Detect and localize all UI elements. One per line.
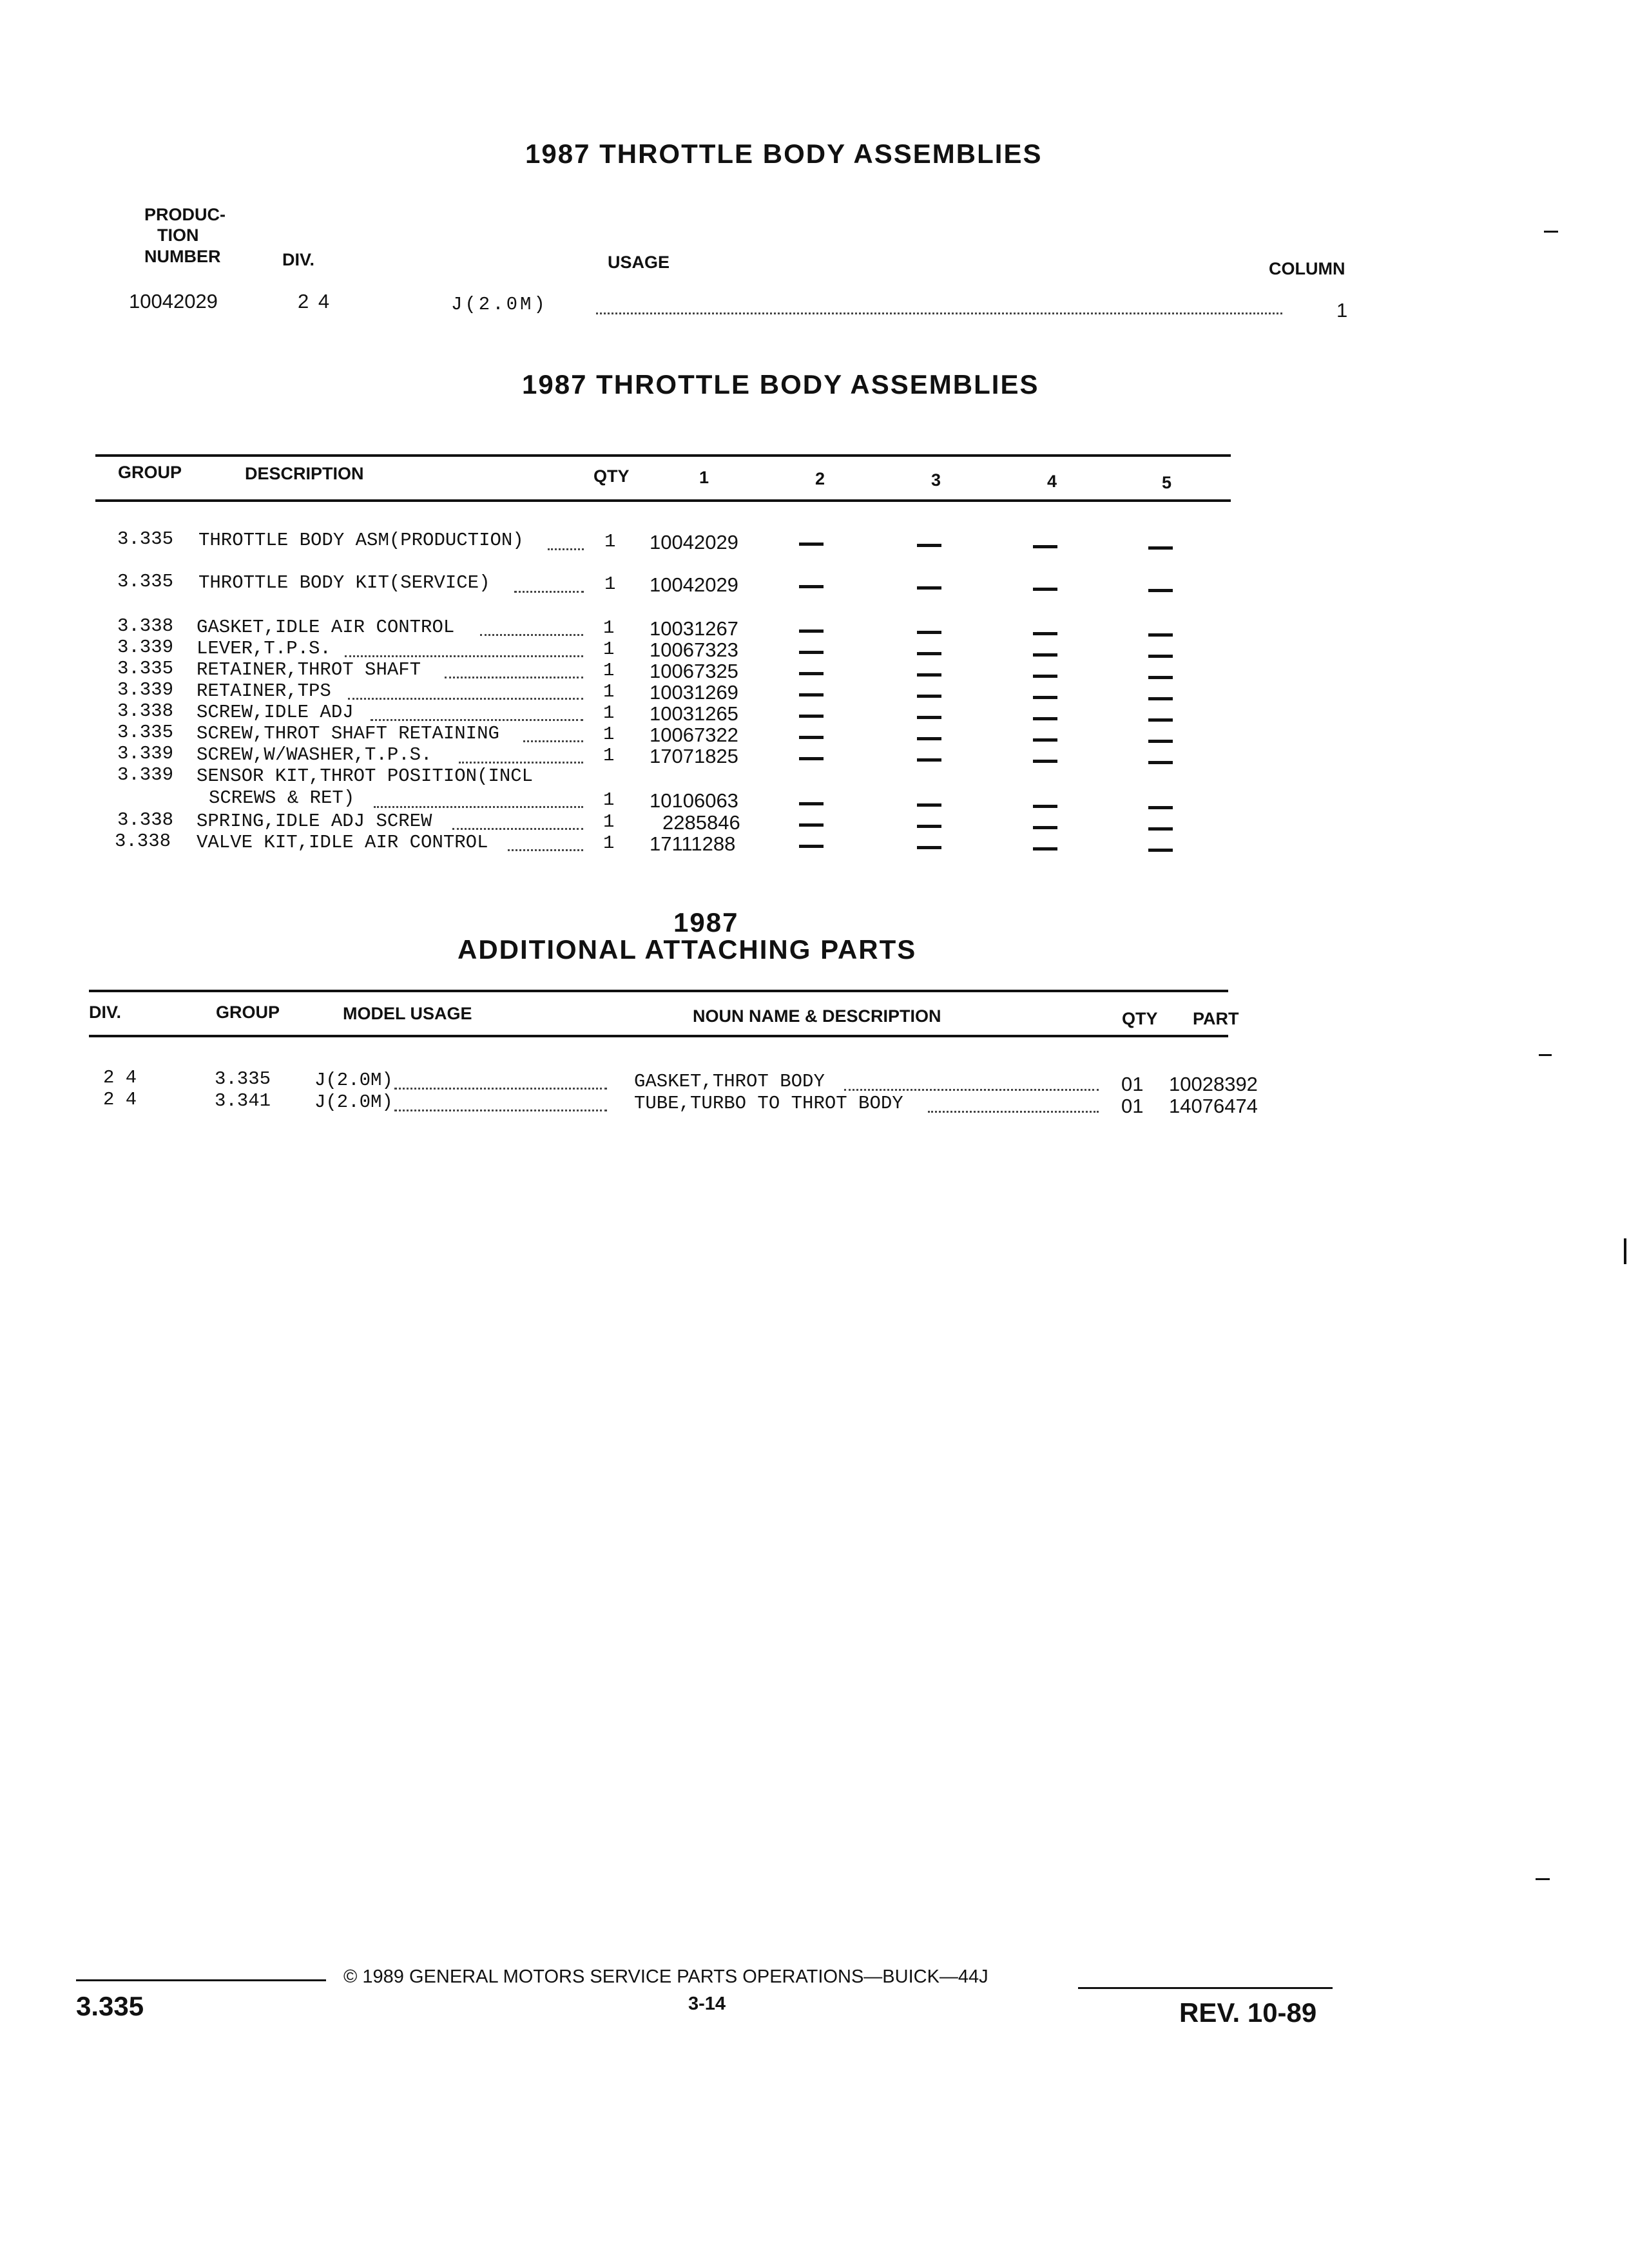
footer-page-number: 3-14 [688,1994,726,2014]
row-group: 3.338 [117,615,174,637]
production-usage: J(2.0M) [451,294,548,315]
row-qty: 1 [604,531,616,552]
table-top-rule [95,454,1231,457]
row-part-number: 10031265 [650,702,738,725]
row-description: SCREW,IDLE ADJ [197,702,354,723]
row-description: RETAINER,THROT SHAFT [197,659,421,680]
empty-column-dash [799,672,824,675]
parts-group-header: GROUP [216,1003,280,1022]
empty-column-dash [1033,545,1057,548]
row-description-continued: SCREWS & RET) [209,787,355,809]
row-group: 3.335 [117,722,174,743]
empty-column-dash [799,757,824,760]
col-description-header: DESCRIPTION [245,464,364,483]
empty-column-dash [917,825,941,828]
empty-column-dash [1148,740,1173,743]
row-leader-dots [345,655,583,657]
row-leader-dots [371,719,583,721]
parts-row-noun: GASKET,THROT BODY [634,1071,825,1092]
row-group: 3.335 [117,571,174,592]
footer-group-number: 3.335 [76,1991,144,2021]
empty-column-dash [917,631,941,634]
empty-column-dash [1033,738,1057,742]
row-leader-dots [348,698,583,700]
section3-title: ADDITIONAL ATTACHING PARTS [458,934,917,965]
parts-row-qty: 01 [1121,1073,1144,1095]
row-leader-dots [452,828,583,830]
parts-top-rule [89,990,1228,992]
footer-copyright: © 1989 GENERAL MOTORS SERVICE PARTS OPERATIONS—BUICK—44J [343,1966,988,1987]
empty-column-dash [917,544,941,547]
row-qty: 1 [603,639,615,660]
empty-column-dash [917,695,941,698]
row-qty: 1 [603,745,615,766]
section2-title: 1987 THROTTLE BODY ASSEMBLIES [522,369,1039,399]
row-qty: 1 [603,789,615,811]
empty-column-dash [1148,633,1173,637]
row-qty: 1 [604,573,616,595]
footer-right-rule [1078,1987,1333,1989]
parts-row-noun: TUBE,TURBO TO THROT BODY [634,1093,903,1114]
empty-column-dash [917,846,941,849]
empty-column-dash [799,651,824,654]
row-qty: 1 [603,832,615,854]
row-part-number: 10031269 [650,681,738,704]
parts-row-part: 14076474 [1169,1095,1258,1117]
row-group: 3.335 [117,528,174,550]
parts-header-rule [89,1035,1228,1037]
parts-row-qty: 01 [1121,1095,1144,1117]
col-4-header: 4 [1047,472,1057,491]
empty-column-dash [1033,653,1057,657]
row-qty: 1 [603,660,615,681]
header-usage: USAGE [608,253,670,272]
row-part-number: 10067323 [650,639,738,661]
header-div: DIV. [282,250,315,269]
empty-column-dash [1033,847,1057,850]
production-number: 10042029 [129,290,218,312]
row-qty: 1 [603,811,615,832]
empty-column-dash [1033,696,1057,699]
row-leader-dots [548,548,584,550]
empty-column-dash [1148,849,1173,852]
footer-left-rule [76,1979,326,1981]
empty-column-dash [1033,805,1057,808]
edge-mark [1536,1878,1550,1880]
parts-row-group: 3.341 [215,1090,271,1111]
usage-leader-dots [596,312,1282,314]
row-qty: 1 [603,681,615,702]
row-group: 3.338 [117,700,174,722]
empty-column-dash [1148,546,1173,550]
row-description: THROTTLE BODY ASM(PRODUCTION) [198,530,524,551]
production-column: 1 [1336,299,1348,322]
header-production-3: NUMBER [144,247,221,266]
edge-mark [1624,1238,1626,1264]
empty-column-dash [1033,588,1057,591]
col-2-header: 2 [815,469,825,488]
empty-column-dash [1148,697,1173,700]
header-column: COLUMN [1269,259,1345,278]
row-leader-dots [523,740,583,742]
header-production-2: TION [157,226,199,245]
row-part-number: 17111288 [650,832,736,855]
row-part-number: 10042029 [650,531,738,553]
row-qty: 1 [603,724,615,745]
empty-column-dash [1148,806,1173,809]
row-part-number: 10042029 [650,573,738,596]
empty-column-dash [1033,675,1057,678]
empty-column-dash [1033,632,1057,635]
row-description: SCREW,W/WASHER,T.P.S. [197,744,432,765]
parts-row-model-dots [394,1088,607,1090]
row-leader-dots [445,677,583,678]
empty-column-dash [1148,676,1173,679]
row-group: 3.338 [117,809,174,831]
row-group: 3.338 [115,831,171,852]
empty-column-dash [917,758,941,762]
col-3-header: 3 [931,470,941,490]
parts-row-noun-dots [928,1111,1099,1113]
parts-qty-header: QTY [1122,1009,1158,1028]
row-group: 3.339 [117,637,174,658]
section3-title-year: 1987 [673,907,739,937]
empty-column-dash [799,585,824,588]
parts-row-group: 3.335 [215,1068,271,1090]
empty-column-dash [917,652,941,655]
row-description: THROTTLE BODY KIT(SERVICE) [198,572,490,593]
empty-column-dash [1033,826,1057,829]
row-group: 3.339 [117,679,174,700]
row-group: 3.335 [117,658,174,679]
footer-revision: REV. 10-89 [1179,1997,1317,2028]
empty-column-dash [799,715,824,718]
empty-column-dash [1148,718,1173,722]
parts-row-part: 10028392 [1169,1073,1258,1095]
empty-column-dash [1033,760,1057,763]
row-description: VALVE KIT,IDLE AIR CONTROL [197,832,488,853]
row-description: RETAINER,TPS [197,680,331,702]
row-part-number: 10031267 [650,617,738,640]
edge-mark [1539,1054,1552,1056]
section1-title: 1987 THROTTLE BODY ASSEMBLIES [525,139,1043,169]
row-part-number: 10067325 [650,660,738,682]
empty-column-dash [1033,717,1057,720]
empty-column-dash [799,845,824,848]
empty-column-dash [799,629,824,633]
row-description: LEVER,T.P.S. [197,638,331,659]
row-group: 3.339 [117,764,174,785]
empty-column-dash [799,693,824,697]
row-part-number: 10067322 [650,724,738,746]
parts-row-div: 2 4 [103,1067,137,1088]
production-div: 2 4 [298,290,330,312]
row-description: GASKET,IDLE AIR CONTROL [197,617,455,638]
empty-column-dash [917,716,941,719]
parts-div-header: DIV. [89,1003,122,1022]
header-production-1: PRODUC- [144,205,226,224]
parts-row-div: 2 4 [103,1089,137,1110]
empty-column-dash [799,823,824,827]
parts-row-model-dots [394,1110,607,1111]
empty-column-dash [799,736,824,739]
empty-column-dash [1148,761,1173,764]
row-group: 3.339 [117,743,174,764]
empty-column-dash [1148,589,1173,592]
col-group-header: GROUP [118,463,182,482]
parts-row-model: J(2.0M) [314,1091,393,1113]
col-5-header: 5 [1162,473,1172,492]
row-part-number: 17071825 [650,745,738,767]
row-leader-dots [459,762,583,764]
parts-model-header: MODEL USAGE [343,1004,472,1023]
empty-column-dash [1148,827,1173,831]
row-qty: 1 [603,702,615,724]
row-leader-dots [514,591,584,593]
empty-column-dash [1148,655,1173,658]
empty-column-dash [917,586,941,590]
empty-column-dash [799,802,824,805]
row-qty: 1 [603,617,615,639]
empty-column-dash [917,673,941,677]
row-description: SENSOR KIT,THROT POSITION(INCL [197,765,534,787]
row-leader-dots [508,849,583,851]
parts-noun-header: NOUN NAME & DESCRIPTION [693,1006,941,1026]
row-description: SPRING,IDLE ADJ SCREW [197,811,432,832]
edge-mark [1544,231,1558,233]
col-qty-header: QTY [593,466,630,486]
parts-row-model: J(2.0M) [314,1070,393,1091]
col-1-header: 1 [699,468,709,487]
row-part-number: 10106063 [650,789,738,812]
row-leader-dots [374,806,583,808]
empty-column-dash [917,737,941,740]
empty-column-dash [799,543,824,546]
row-description: SCREW,THROT SHAFT RETAINING [197,723,499,744]
parts-row-noun-dots [844,1089,1099,1091]
row-part-number: 2285846 [662,811,740,834]
parts-part-header: PART [1193,1009,1239,1028]
empty-column-dash [917,803,941,807]
row-leader-dots [480,634,583,636]
table-header-rule [95,499,1231,502]
